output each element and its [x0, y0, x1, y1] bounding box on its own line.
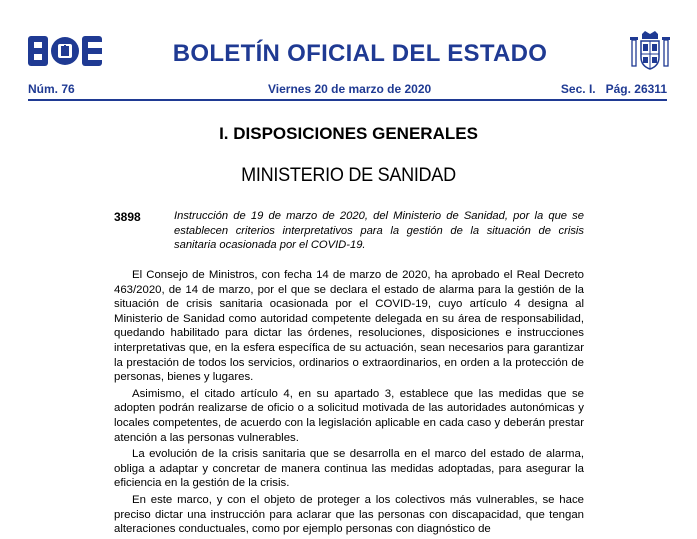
boe-logo-icon: [28, 36, 102, 66]
body-paragraph: Asimismo, el citado artículo 4, en su apartado 3, establece que las medidas que se adopten podrán realizarse de oficio o a solicitud motivada de las autoridades autonómicas y locales competentes, de acuerdo con la legislación aplicable en cada caso y deberán prestar atención a las personas vulnerables.: [114, 387, 584, 444]
section-title: I. DISPOSICIONES GENERALES: [219, 124, 478, 143]
coat-of-arms-icon: [630, 30, 670, 72]
body-paragraph: En este marco, y con el objeto de proteger a los colectivos más vulnerables, se hace preciso dictar una instrucción para aclarar que las personas con discapacidad, que tengan alteraciones conductuales, como por ejemplo personas con diagnóstico de: [114, 493, 584, 536]
document-header: [0, 0, 697, 80]
document-summary: Instrucción de 19 de marzo de 2020, del Ministerio de Sanidad, por la que se establecen criterios interpretativos para la gestión de la situación de crisis sanitaria ocasionada por el COVID-19.: [174, 210, 584, 252]
gazette-title: BOLETÍN OFICIAL DEL ESTADO: [172, 40, 548, 67]
body-paragraph: La evolución de la crisis sanitaria que se desarrolla en el marco del estado de alarma, obliga a adaptar y concretar de manera continua las medidas adoptadas, para asegurar la eficiencia en la gestión de la crisis.: [114, 448, 584, 490]
header-divider: [28, 99, 667, 101]
reference-number: 3898: [114, 210, 141, 224]
issue-number: Núm. 76: [28, 82, 75, 96]
ministry-name: MINISTERIO DE SANIDAD: [241, 165, 456, 186]
issue-date: Viernes 20 de marzo de 2020: [268, 82, 432, 96]
body-paragraph: El Consejo de Ministros, con fecha 14 de marzo de 2020, ha aprobado el Real Decreto 463/2020, de 14 de marzo, por el que se declara el estado de alarma para la gestión de la situación de crisis sanitaria ocasionada por el COVID-19, cuyo artículo 4 designa al Ministerio de Sanidad como autoridad competente delegada en su área de responsabilidad, quedando habilitado para dictar las órdenes, resoluciones, disposiciones e instrucciones interpretativas que, en la esfera específica de su actuación, sean necesarios para garantizar la prestación de todos los servicios, ordinarios o extraordinarios, en orden a la protección de personas, bienes y lugares.: [114, 269, 584, 384]
issue-meta-bar: [28, 82, 667, 98]
section-page: Sec. I. Pág. 26311: [560, 82, 667, 96]
document-body: [114, 268, 584, 539]
